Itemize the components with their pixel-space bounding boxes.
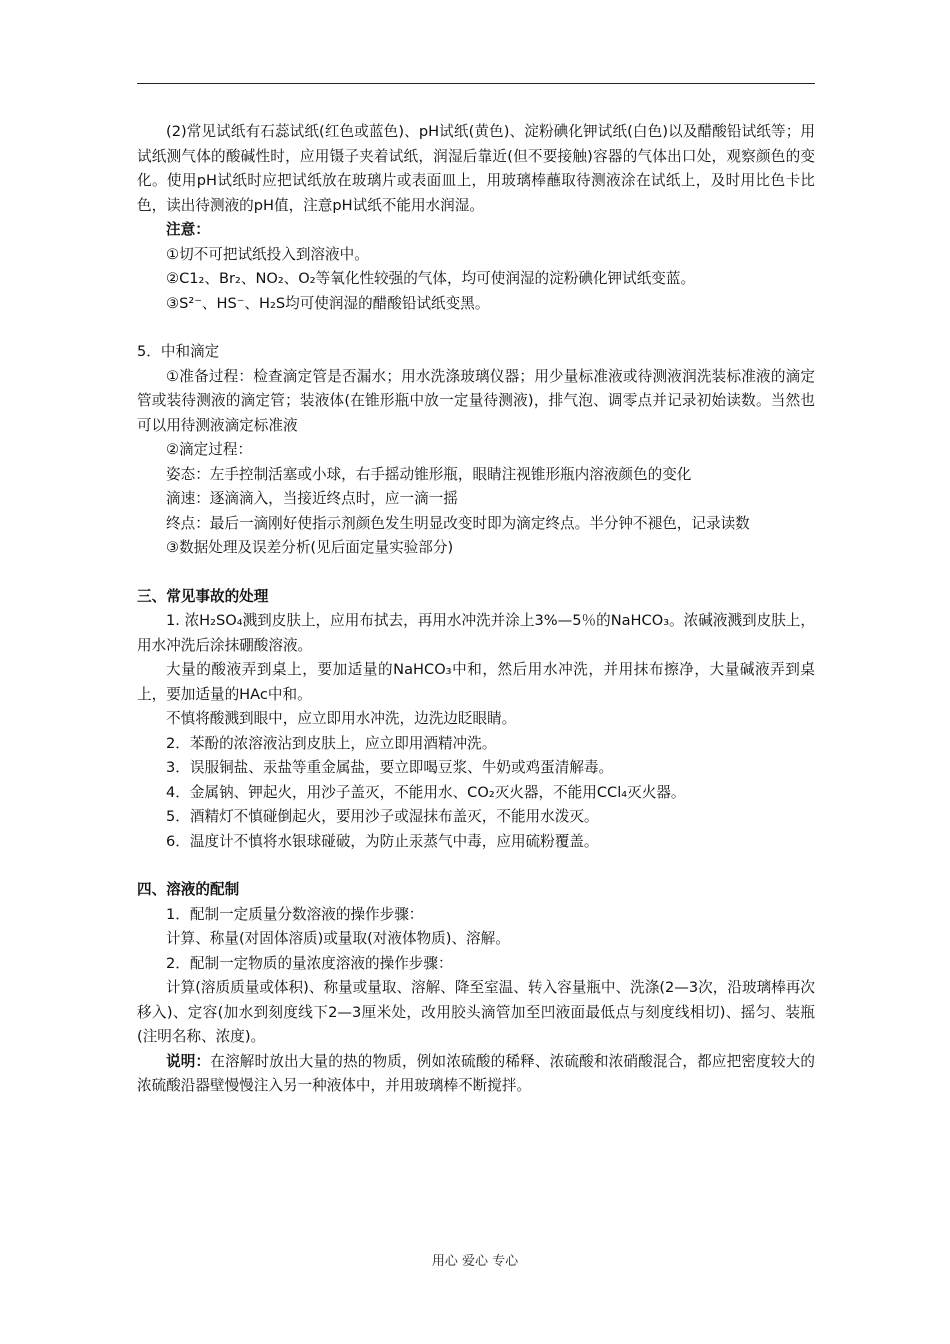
- solution-step-1: 1．配制一定质量分数溶液的操作步骤：: [166, 905, 424, 923]
- accident-item-3: 3．误服铜盐、汞盐等重金属盐，要立即喝豆浆、牛奶或鸡蛋清解毒。: [166, 759, 614, 776]
- accident-item-5: 5．酒精灯不慎碰倒起火，要用沙子或湿抹布盖灭，不能用水泼灭。: [166, 808, 599, 825]
- accident-item-2: 2．苯酚的浓溶液沾到皮肤上，应立即用酒精冲洗。: [166, 734, 497, 752]
- titration-speed: 滴速：逐滴滴入，当接近终点时，应一滴一摇: [166, 490, 458, 507]
- section-3-heading: 三、常见事故的处理: [137, 587, 269, 605]
- solution-step-2-detail: 计算(溶质质量或体积)、称量或量取、溶解、降至室温、转入容量瓶中、洗涤(2—3次，沿玻璃棒再次移入)、定容(加水到刻度线下2—3厘米处，改用胶头滴管加至凹液面最低点与刻度线相切)、摇匀、装瓶(注明名称、浓度)。: [137, 979, 815, 1045]
- note-heading: 注意：: [166, 221, 210, 238]
- note-label: 说明：: [166, 1052, 211, 1070]
- accident-item-1c: 不慎将酸溅到眼中，应立即用水冲洗，边洗边眨眼睛。: [166, 710, 517, 727]
- titration-process: ②滴定过程：: [166, 441, 253, 458]
- solution-step-1-detail: 计算、称量(对固体溶质)或量取(对液体物质)、溶解。: [166, 930, 510, 947]
- solution-note: [137, 1050, 815, 1099]
- spacer: [137, 854, 815, 878]
- note-item-1: ①切不可把试纸投入到溶液中。: [166, 245, 369, 263]
- accident-item-1b: 大量的酸液弄到桌上，要加适量的NaHCO₃中和，然后用水冲洗，并用抹布擦净，大量碱液弄到桌上，要加适量的HAc中和。: [137, 661, 815, 703]
- titration-prep: ①准备过程：检查滴定管是否漏水；用水洗涤玻璃仪器；用少量标准液或待测液润洗装标准液的滴定管或装待测液的滴定管；装液体(在锥形瓶中放一定量待测液)，排气泡、调零点并记录初始读数。当然也可以用待测液滴定标准液: [137, 367, 815, 434]
- page-footer: 用心 爱心 专心: [431, 1254, 519, 1269]
- accident-item-4: 4．金属钠、钾起火，用沙子盖灭，不能用水、CO₂灭火器，不能用CCl₄灭火器。: [166, 783, 686, 801]
- note-item-2: ②C1₂、Br₂、NO₂、O₂等氧化性较强的气体，均可使润湿的淀粉碘化钾试纸变蓝。: [166, 270, 696, 287]
- header-rule: [137, 83, 815, 84]
- titration-endpoint: 终点：最后一滴刚好使指示剂颜色发生明显改变时即为滴定终点。半分钟不褪色，记录读数: [166, 514, 750, 532]
- accident-item-6: 6．温度计不慎将水银球碰破，为防止汞蒸气中毒，应用硫粉覆盖。: [166, 832, 599, 850]
- section-4-heading: 四、溶液的配制: [137, 881, 240, 898]
- document-body: [137, 120, 815, 1099]
- spacer: [137, 316, 815, 340]
- note-text: 在溶解时放出大量的热的物质，例如浓硫酸的稀释、浓硫酸和浓硝酸混合，都应把密度较大的浓硫酸沿器壁慢慢注入另一种液体中，并用玻璃棒不断搅拌。: [137, 1052, 815, 1094]
- test-paper-paragraph: (2)常见试纸有石蕊试纸(红色或蓝色)、pH试纸(黄色)、淀粉碘化钾试纸(白色)以及醋酸铅试纸等；用试纸测气体的酸碱性时，应用镊子夹着试纸，润湿后靠近(但不要接触)容器的气体出口处，观察颜色的变化。使用pH试纸时应把试纸放在玻璃片或表面皿上，用玻璃棒蘸取待测液涂在试纸上，及时用比色卡比色，读出待测液的pH值，注意pH试纸不能用水润湿。: [137, 123, 815, 214]
- solution-step-2: 2．配制一定物质的量浓度溶液的操作步骤：: [166, 954, 453, 972]
- note-item-3: ③S²⁻、HS⁻、H₂S均可使润湿的醋酸铅试纸变黑。: [166, 294, 490, 312]
- titration-posture: 姿态：左手控制活塞或小球，右手摇动锥形瓶，眼睛注视锥形瓶内溶液颜色的变化: [166, 465, 692, 483]
- spacer: [137, 561, 815, 585]
- section-5-heading: 5．中和滴定: [137, 343, 220, 360]
- accident-item-1: 1. 浓H₂SO₄溅到皮肤上，应用布拭去，再用水冲洗并涂上3%—5％的NaHCO₃。浓碱液溅到皮肤上，用水冲洗后涂抹硼酸溶液。: [137, 612, 815, 654]
- titration-data: ③数据处理及误差分析(见后面定量实验部分): [166, 539, 454, 556]
